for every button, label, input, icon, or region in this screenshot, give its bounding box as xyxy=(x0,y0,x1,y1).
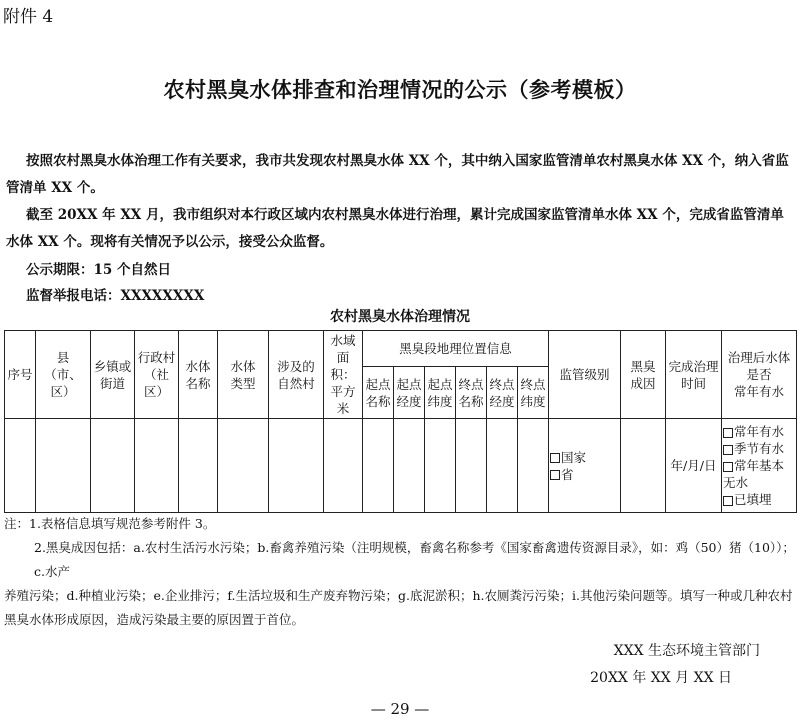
cell-area[interactable] xyxy=(324,419,363,513)
after-option-dry[interactable]: 常年基本无水 xyxy=(723,458,785,490)
after-option-seasonal[interactable]: 季节有水 xyxy=(723,440,795,457)
level-option-national[interactable]: 国家 xyxy=(550,449,619,466)
cell-end-lon[interactable] xyxy=(487,419,518,513)
attachment-label: 附件 4 xyxy=(3,7,54,27)
signature-department: XXX 生态环境主管部门 xyxy=(613,643,760,659)
header-level: 监管级别 xyxy=(549,331,621,419)
report-phone: 监督举报电话：XXXXXXXX xyxy=(26,288,205,304)
header-water-name: 水体 名称 xyxy=(179,331,218,419)
after-option-perennial[interactable]: 常年有水 xyxy=(723,423,795,440)
cell-town[interactable] xyxy=(91,419,135,513)
checkbox-icon xyxy=(723,445,733,455)
header-town: 乡镇或 街道 xyxy=(91,331,135,419)
notes xyxy=(4,512,796,632)
cell-end-name[interactable] xyxy=(456,419,487,513)
header-start-name: 起点 名称 xyxy=(363,367,394,419)
header-start-lon: 起点 经度 xyxy=(394,367,425,419)
table-caption: 农村黑臭水体治理情况 xyxy=(330,309,470,325)
checkbox-icon xyxy=(723,462,733,472)
header-village: 行政村 （社区） xyxy=(135,331,179,419)
header-after-water: 治理后水体是否 常年有水 xyxy=(722,331,797,419)
header-natural-village: 涉及的 自然村 xyxy=(269,331,324,419)
page-number: — 29 — xyxy=(370,700,430,718)
cell-cause[interactable] xyxy=(621,419,666,513)
cell-seq[interactable] xyxy=(5,419,36,513)
intro-paragraph-1: 按照农村黑臭水体治理工作有关要求，我市共发现农村黑臭水体 XX 个，其中纳入国家监管清单农村黑臭水体 XX 个，纳入省监管清单 XX 个。 xyxy=(6,153,789,196)
cell-start-lat[interactable] xyxy=(425,419,456,513)
header-seq: 序号 xyxy=(5,331,36,419)
header-water-type: 水体 类型 xyxy=(218,331,269,419)
cell-water-name[interactable] xyxy=(179,419,218,513)
cell-completion-time[interactable]: 年/月/日 xyxy=(666,419,722,513)
header-start-lat: 起点 纬度 xyxy=(425,367,456,419)
note-1: 注：1.表格信息填写规范参考附件 3。 xyxy=(4,516,216,531)
publicity-period: 公示期限：15 个自然日 xyxy=(26,262,171,278)
table-row xyxy=(5,419,797,513)
header-completion-time: 完成治理 时间 xyxy=(666,331,722,419)
note-2-cont: 养殖污染；d.种植业污染；e.企业排污；f.生活垃圾和生产废弃物污染；g.底泥淤积；h.农厕粪污污染；i.其他污染问题等。填写一种或几种农村 xyxy=(4,588,793,603)
header-row-1 xyxy=(5,331,797,367)
cell-natural-village[interactable] xyxy=(269,419,324,513)
cell-county[interactable] xyxy=(36,419,91,513)
checkbox-icon xyxy=(550,470,560,480)
checkbox-icon xyxy=(723,496,733,506)
header-end-name: 终点 名称 xyxy=(456,367,487,419)
checkbox-icon xyxy=(550,453,560,463)
signature-date: 20XX 年 XX 月 XX 日 xyxy=(590,670,732,686)
cell-start-lon[interactable] xyxy=(394,419,425,513)
header-county: 县 （市、区） xyxy=(36,331,91,419)
header-end-lat: 终点 纬度 xyxy=(518,367,549,419)
note-2: 2.黑臭成因包括：a.农村生活污水污染；b.畜禽养殖污染（注明规模，畜禽名称参考《国家畜禽遗传资源目录》，如：鸡（50）猪（10））；c.水产 xyxy=(34,540,795,579)
checkbox-icon xyxy=(723,428,733,438)
cell-level xyxy=(549,419,621,513)
after-option-filled[interactable]: 已填埋 xyxy=(723,491,795,508)
level-option-province[interactable]: 省 xyxy=(550,466,619,483)
page-title: 农村黑臭水体排查和治理情况的公示（参考模板） xyxy=(163,77,637,102)
cell-after-water xyxy=(722,419,797,513)
intro-paragraph-2: 截至 20XX 年 XX 月，我市组织对本行政区域内农村黑臭水体进行治理，累计完成国家监管清单水体 XX 个，完成省监管清单水体 XX 个。现将有关情况予以公示，接受公众监督。 xyxy=(6,207,784,250)
cell-village[interactable] xyxy=(135,419,179,513)
header-cause: 黑臭 成因 xyxy=(621,331,666,419)
header-location-group: 黑臭段地理位置信息 xyxy=(363,331,549,367)
governance-table xyxy=(4,330,797,513)
cell-water-type[interactable] xyxy=(218,419,269,513)
cell-start-name[interactable] xyxy=(363,419,394,513)
cell-end-lat[interactable] xyxy=(518,419,549,513)
note-2-cont: 黑臭水体形成原因，造成污染最主要的原因置于首位。 xyxy=(4,612,305,627)
header-area: 水域 面积： 平方米 xyxy=(324,331,363,419)
header-end-lon: 终点 经度 xyxy=(487,367,518,419)
